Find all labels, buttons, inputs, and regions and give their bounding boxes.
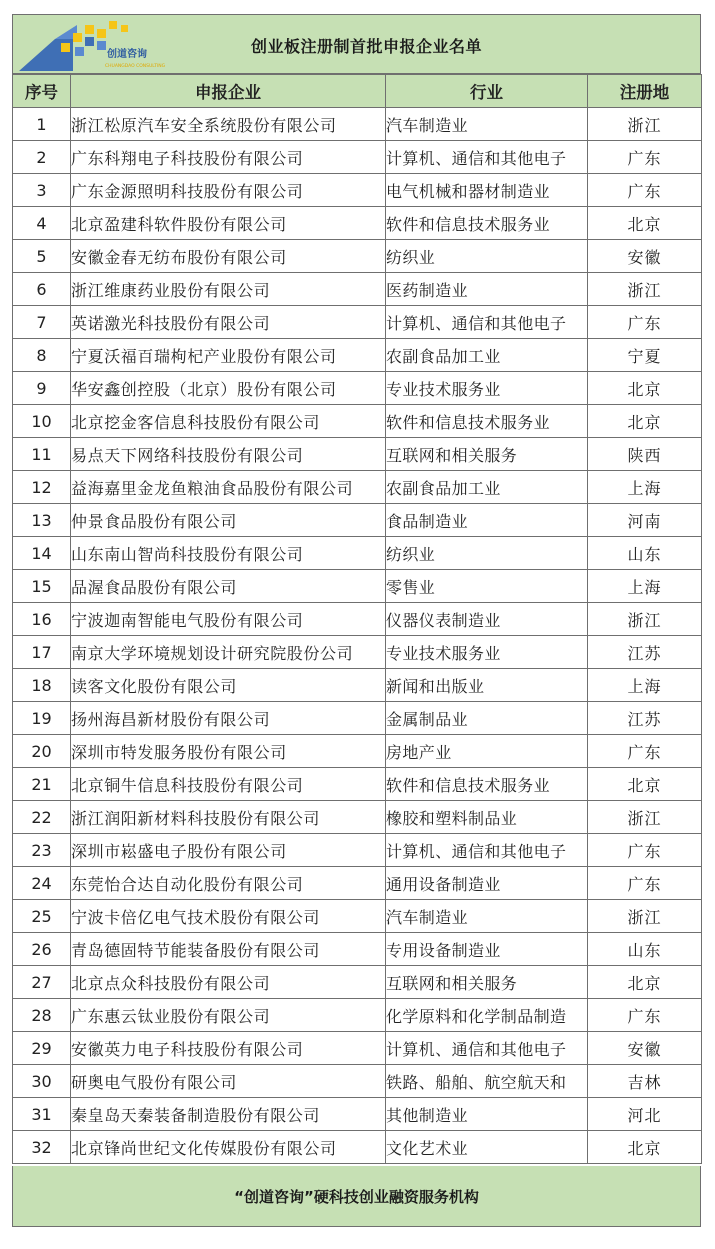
industry-cell: 计算机、通信和其他电子 (386, 834, 588, 867)
row-number-cell: 1 (13, 108, 71, 141)
industry-cell: 新闻和出版业 (386, 669, 588, 702)
row-number-cell: 12 (13, 471, 71, 504)
registered-region-cell: 宁夏 (588, 339, 702, 372)
row-number-cell: 14 (13, 537, 71, 570)
company-name-cell: 华安鑫创控股（北京）股份有限公司 (71, 372, 386, 405)
company-name-cell: 秦皇岛天秦装备制造股份有限公司 (71, 1098, 386, 1131)
registered-region-cell: 广东 (588, 174, 702, 207)
industry-cell: 其他制造业 (386, 1098, 588, 1131)
table-row (13, 207, 702, 240)
registered-region-cell: 安徽 (588, 240, 702, 273)
row-number-cell: 32 (13, 1131, 71, 1164)
company-name-cell: 北京锋尚世纪文化传媒股份有限公司 (71, 1131, 386, 1164)
table-row (13, 603, 702, 636)
industry-cell: 互联网和相关服务 (386, 966, 588, 999)
row-number-cell: 5 (13, 240, 71, 273)
industry-cell: 计算机、通信和其他电子 (386, 306, 588, 339)
table-row (13, 240, 702, 273)
page-title: 创业板注册制首批申报企业名单 (250, 37, 482, 56)
industry-cell: 软件和信息技术服务业 (386, 207, 588, 240)
row-number-cell: 21 (13, 768, 71, 801)
industry-cell: 计算机、通信和其他电子 (386, 1032, 588, 1065)
registered-region-cell: 江苏 (588, 702, 702, 735)
registered-region-cell: 北京 (588, 768, 702, 801)
company-name-cell: 山东南山智尚科技股份有限公司 (71, 537, 386, 570)
registered-region-cell: 广东 (588, 867, 702, 900)
registered-region-cell: 浙江 (588, 900, 702, 933)
table-row (13, 306, 702, 339)
industry-cell: 仪器仪表制造业 (386, 603, 588, 636)
table-row (13, 108, 702, 141)
table-row (13, 504, 702, 537)
company-name-cell: 益海嘉里金龙鱼粮油食品股份有限公司 (71, 471, 386, 504)
table-row (13, 735, 702, 768)
company-name-cell: 宁波迦南智能电气股份有限公司 (71, 603, 386, 636)
table-row (13, 1065, 702, 1098)
registered-region-cell: 陕西 (588, 438, 702, 471)
table-row (13, 834, 702, 867)
row-number-cell: 20 (13, 735, 71, 768)
company-list-sheet (12, 14, 701, 1227)
company-name-cell: 广东惠云钛业股份有限公司 (71, 999, 386, 1032)
industry-cell: 房地产业 (386, 735, 588, 768)
registered-region-cell: 广东 (588, 999, 702, 1032)
industry-cell: 软件和信息技术服务业 (386, 768, 588, 801)
company-name-cell: 品渥食品股份有限公司 (71, 570, 386, 603)
registered-region-cell: 浙江 (588, 603, 702, 636)
company-name-cell: 北京挖金客信息科技股份有限公司 (71, 405, 386, 438)
row-number-cell: 31 (13, 1098, 71, 1131)
company-name-cell: 广东金源照明科技股份有限公司 (71, 174, 386, 207)
row-number-cell: 8 (13, 339, 71, 372)
company-name-cell: 安徽金春无纺布股份有限公司 (71, 240, 386, 273)
industry-cell: 纺织业 (386, 240, 588, 273)
company-name-cell: 浙江维康药业股份有限公司 (71, 273, 386, 306)
industry-cell: 食品制造业 (386, 504, 588, 537)
company-name-cell: 宁夏沃福百瑞枸杞产业股份有限公司 (71, 339, 386, 372)
column-header-company: 申报企业 (71, 75, 386, 108)
row-number-cell: 30 (13, 1065, 71, 1098)
table-row (13, 471, 702, 504)
row-number-cell: 26 (13, 933, 71, 966)
table-header-row (13, 75, 702, 108)
industry-cell: 农副食品加工业 (386, 471, 588, 504)
table-row (13, 1131, 702, 1164)
company-name-cell: 北京点众科技股份有限公司 (71, 966, 386, 999)
registered-region-cell: 北京 (588, 1131, 702, 1164)
row-number-cell: 29 (13, 1032, 71, 1065)
industry-cell: 电气机械和器材制造业 (386, 174, 588, 207)
company-name-cell: 安徽英力电子科技股份有限公司 (71, 1032, 386, 1065)
footer-text: “创道咨询”硬科技创业融资服务机构 (234, 1188, 479, 1206)
table-row (13, 933, 702, 966)
registered-region-cell: 安徽 (588, 1032, 702, 1065)
company-name-cell: 扬州海昌新材股份有限公司 (71, 702, 386, 735)
row-number-cell: 13 (13, 504, 71, 537)
table-row (13, 174, 702, 207)
registered-region-cell: 吉林 (588, 1065, 702, 1098)
industry-cell: 专业技术服务业 (386, 636, 588, 669)
registered-region-cell: 北京 (588, 405, 702, 438)
row-number-cell: 17 (13, 636, 71, 669)
table-row (13, 339, 702, 372)
row-number-cell: 11 (13, 438, 71, 471)
industry-cell: 橡胶和塑料制品业 (386, 801, 588, 834)
registered-region-cell: 河北 (588, 1098, 702, 1131)
registered-region-cell: 浙江 (588, 273, 702, 306)
row-number-cell: 2 (13, 141, 71, 174)
company-name-cell: 浙江松原汽车安全系统股份有限公司 (71, 108, 386, 141)
registered-region-cell: 山东 (588, 537, 702, 570)
industry-cell: 纺织业 (386, 537, 588, 570)
row-number-cell: 24 (13, 867, 71, 900)
registered-region-cell: 广东 (588, 834, 702, 867)
registered-region-cell: 北京 (588, 966, 702, 999)
company-name-cell: 广东科翔电子科技股份有限公司 (71, 141, 386, 174)
registered-region-cell: 广东 (588, 141, 702, 174)
industry-cell: 专业技术服务业 (386, 372, 588, 405)
title-banner (12, 14, 701, 74)
registered-region-cell: 北京 (588, 207, 702, 240)
table-row (13, 570, 702, 603)
industry-cell: 互联网和相关服务 (386, 438, 588, 471)
registered-region-cell: 广东 (588, 735, 702, 768)
table-row (13, 372, 702, 405)
row-number-cell: 23 (13, 834, 71, 867)
row-number-cell: 10 (13, 405, 71, 438)
table-row (13, 900, 702, 933)
row-number-cell: 3 (13, 174, 71, 207)
company-name-cell: 北京铜牛信息科技股份有限公司 (71, 768, 386, 801)
industry-cell: 汽车制造业 (386, 900, 588, 933)
table-row (13, 867, 702, 900)
company-name-cell: 易点天下网络科技股份有限公司 (71, 438, 386, 471)
company-name-cell: 深圳市特发服务股份有限公司 (71, 735, 386, 768)
industry-cell: 零售业 (386, 570, 588, 603)
registered-region-cell: 上海 (588, 570, 702, 603)
company-name-cell: 宁波卡倍亿电气技术股份有限公司 (71, 900, 386, 933)
row-number-cell: 4 (13, 207, 71, 240)
footer-banner (12, 1166, 701, 1227)
logo-text: 创道咨询 (107, 49, 147, 60)
column-header-industry: 行业 (386, 75, 588, 108)
company-name-cell: 英诺激光科技股份有限公司 (71, 306, 386, 339)
industry-cell: 文化艺术业 (386, 1131, 588, 1164)
logo-subtext: CHUANGDAO CONSULTING (105, 64, 166, 69)
company-name-cell: 北京盈建科软件股份有限公司 (71, 207, 386, 240)
column-header-number: 序号 (13, 75, 71, 108)
registered-region-cell: 浙江 (588, 801, 702, 834)
registered-region-cell: 河南 (588, 504, 702, 537)
row-number-cell: 28 (13, 999, 71, 1032)
row-number-cell: 22 (13, 801, 71, 834)
industry-cell: 铁路、船舶、航空航天和 (386, 1065, 588, 1098)
company-name-cell: 研奥电气股份有限公司 (71, 1065, 386, 1098)
table-row (13, 702, 702, 735)
table-row (13, 438, 702, 471)
registered-region-cell: 广东 (588, 306, 702, 339)
row-number-cell: 19 (13, 702, 71, 735)
table-row (13, 141, 702, 174)
industry-cell: 金属制品业 (386, 702, 588, 735)
row-number-cell: 15 (13, 570, 71, 603)
table-row (13, 273, 702, 306)
industry-cell: 软件和信息技术服务业 (386, 405, 588, 438)
company-name-cell: 浙江润阳新材料科技股份有限公司 (71, 801, 386, 834)
registered-region-cell: 北京 (588, 372, 702, 405)
table-row (13, 1032, 702, 1065)
registered-region-cell: 浙江 (588, 108, 702, 141)
table-row (13, 636, 702, 669)
table-row (13, 768, 702, 801)
company-name-cell: 深圳市崧盛电子股份有限公司 (71, 834, 386, 867)
table-row (13, 999, 702, 1032)
table-row (13, 966, 702, 999)
row-number-cell: 7 (13, 306, 71, 339)
company-table (12, 74, 702, 1164)
company-name-cell: 仲景食品股份有限公司 (71, 504, 386, 537)
company-name-cell: 读客文化股份有限公司 (71, 669, 386, 702)
table-row (13, 405, 702, 438)
row-number-cell: 6 (13, 273, 71, 306)
row-number-cell: 9 (13, 372, 71, 405)
industry-cell: 通用设备制造业 (386, 867, 588, 900)
industry-cell: 专用设备制造业 (386, 933, 588, 966)
registered-region-cell: 上海 (588, 471, 702, 504)
registered-region-cell: 上海 (588, 669, 702, 702)
industry-cell: 医药制造业 (386, 273, 588, 306)
table-row (13, 669, 702, 702)
industry-cell: 汽车制造业 (386, 108, 588, 141)
row-number-cell: 27 (13, 966, 71, 999)
registered-region-cell: 江苏 (588, 636, 702, 669)
industry-cell: 农副食品加工业 (386, 339, 588, 372)
row-number-cell: 18 (13, 669, 71, 702)
registered-region-cell: 山东 (588, 933, 702, 966)
industry-cell: 化学原料和化学制品制造 (386, 999, 588, 1032)
row-number-cell: 16 (13, 603, 71, 636)
company-name-cell: 青岛德固特节能装备股份有限公司 (71, 933, 386, 966)
company-name-cell: 东莞怡合达自动化股份有限公司 (71, 867, 386, 900)
row-number-cell: 25 (13, 900, 71, 933)
column-header-region: 注册地 (588, 75, 702, 108)
table-row (13, 537, 702, 570)
industry-cell: 计算机、通信和其他电子 (386, 141, 588, 174)
table-row (13, 1098, 702, 1131)
company-name-cell: 南京大学环境规划设计研究院股份公司 (71, 636, 386, 669)
table-row (13, 801, 702, 834)
